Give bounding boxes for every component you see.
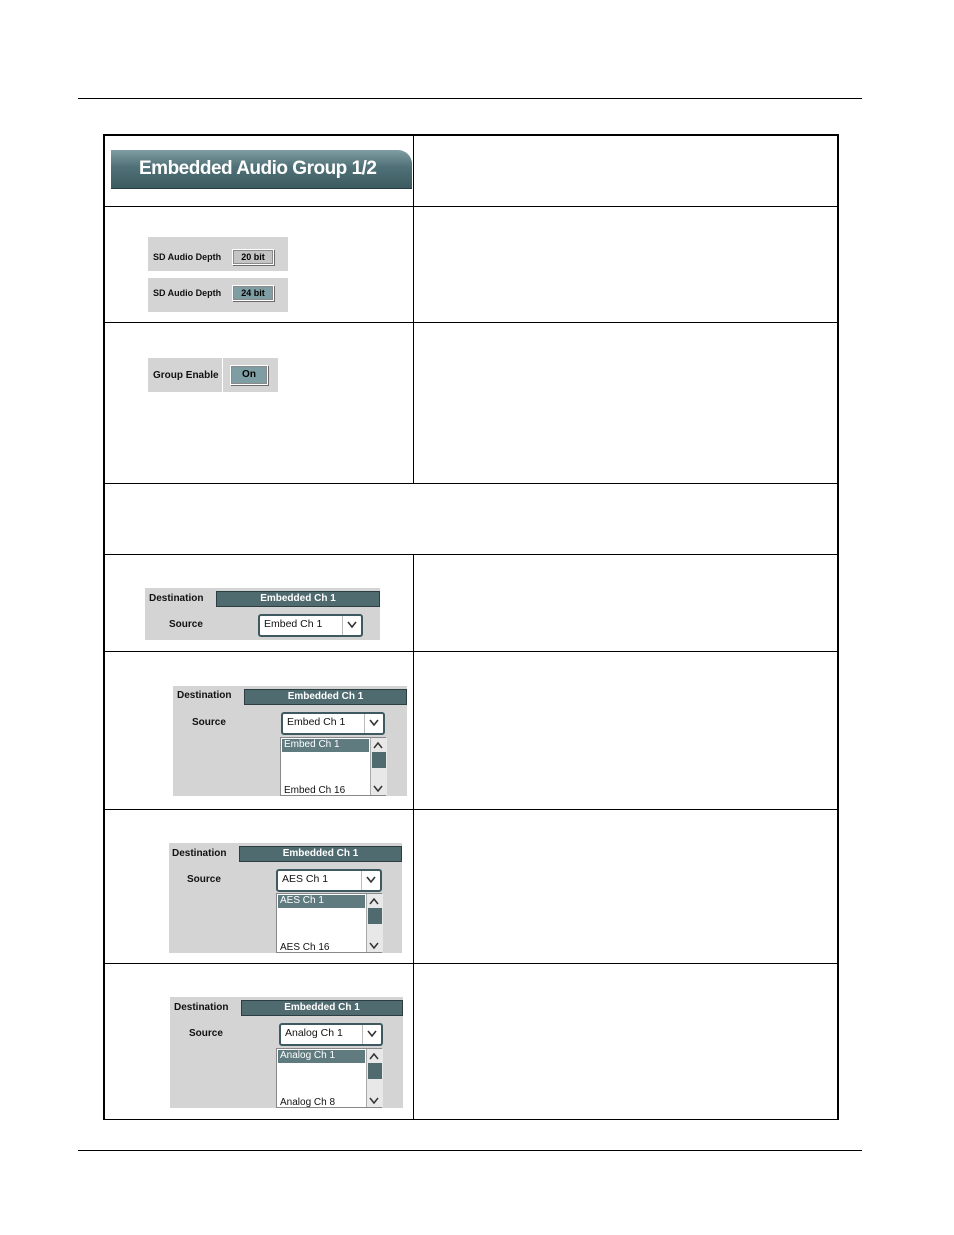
source-dropdown-list[interactable] [276,893,382,953]
source-select-value: Embed Ch 1 [264,618,323,630]
row-divider [104,809,839,810]
destination-label: Destination [177,690,232,701]
routing-panel-1 [145,588,380,640]
source-select[interactable] [281,712,385,735]
routing-panel-3 [169,843,402,953]
sd-audio-depth-label: SD Audio Depth [153,252,222,262]
row-divider [104,963,839,964]
scrollbar-thumb[interactable] [368,908,382,924]
footer-rule [78,1150,862,1151]
chevron-up-icon[interactable] [367,1049,383,1062]
list-item-first[interactable]: Analog Ch 1 [278,1050,365,1063]
list-item-first[interactable]: AES Ch 1 [278,895,365,908]
panel-separator [222,358,223,392]
sd-audio-depth-24bit-button[interactable]: 24 bit [232,285,274,301]
chevron-down-icon[interactable] [364,714,383,733]
source-select[interactable] [279,1023,383,1046]
scrollbar[interactable] [366,894,383,952]
destination-value: Embedded Ch 1 [216,591,380,607]
chevron-up-icon[interactable] [367,894,383,907]
chevron-down-icon[interactable] [371,782,387,795]
sd-audio-depth-20bit-button[interactable]: 20 bit [232,249,274,265]
chevron-up-icon[interactable] [371,738,387,751]
routing-panel-2 [173,686,407,796]
chevron-down-icon[interactable] [367,939,383,952]
sd-audio-depth-label: SD Audio Depth [153,288,222,298]
source-select-value: AES Ch 1 [282,873,329,885]
row-divider [104,483,839,484]
source-label: Source [192,717,226,728]
destination-value: Embedded Ch 1 [241,1000,403,1016]
row-divider [104,206,839,207]
destination-value: Embedded Ch 1 [244,689,407,705]
scrollbar-thumb[interactable] [372,752,386,768]
group-enable-toggle[interactable]: On [230,365,268,385]
source-label: Source [169,619,203,630]
list-item-last[interactable]: Analog Ch 8 [280,1097,336,1108]
chevron-down-icon[interactable] [342,616,361,635]
source-select[interactable] [258,614,363,637]
source-select-value: Analog Ch 1 [285,1027,343,1039]
source-select-value: Embed Ch 1 [287,716,346,728]
chevron-down-icon[interactable] [361,871,380,890]
row-divider [104,651,839,652]
scrollbar-thumb[interactable] [368,1063,382,1079]
scrollbar[interactable] [370,738,387,795]
sd-audio-depth-panel-20 [148,237,288,271]
source-select[interactable] [276,869,382,892]
destination-label: Destination [174,1002,229,1013]
source-label: Source [187,874,221,885]
group-enable-label: Group Enable [153,370,219,381]
destination-label: Destination [172,848,227,859]
row-divider [104,554,839,555]
sd-audio-depth-panel-24 [148,278,288,312]
column-divider-top [413,135,414,483]
group-header-banner[interactable] [111,150,412,188]
destination-value: Embedded Ch 1 [239,846,402,862]
list-item-first[interactable]: Embed Ch 1 [282,739,369,752]
chevron-down-icon[interactable] [367,1094,383,1107]
column-divider-bottom [413,554,414,1120]
source-label: Source [189,1028,223,1039]
header-rule [78,98,862,99]
source-dropdown-list[interactable] [280,737,386,796]
source-dropdown-list[interactable] [276,1048,382,1108]
group-enable-panel [148,358,278,392]
group-header-title: Embedded Audio Group 1/2 [139,158,377,179]
list-item-last[interactable]: Embed Ch 16 [284,785,346,796]
scrollbar[interactable] [366,1049,383,1107]
routing-panel-4 [170,997,403,1108]
chevron-down-icon[interactable] [362,1025,381,1044]
row-divider [104,322,839,323]
list-item-last[interactable]: AES Ch 16 [280,942,330,953]
destination-label: Destination [149,593,204,604]
